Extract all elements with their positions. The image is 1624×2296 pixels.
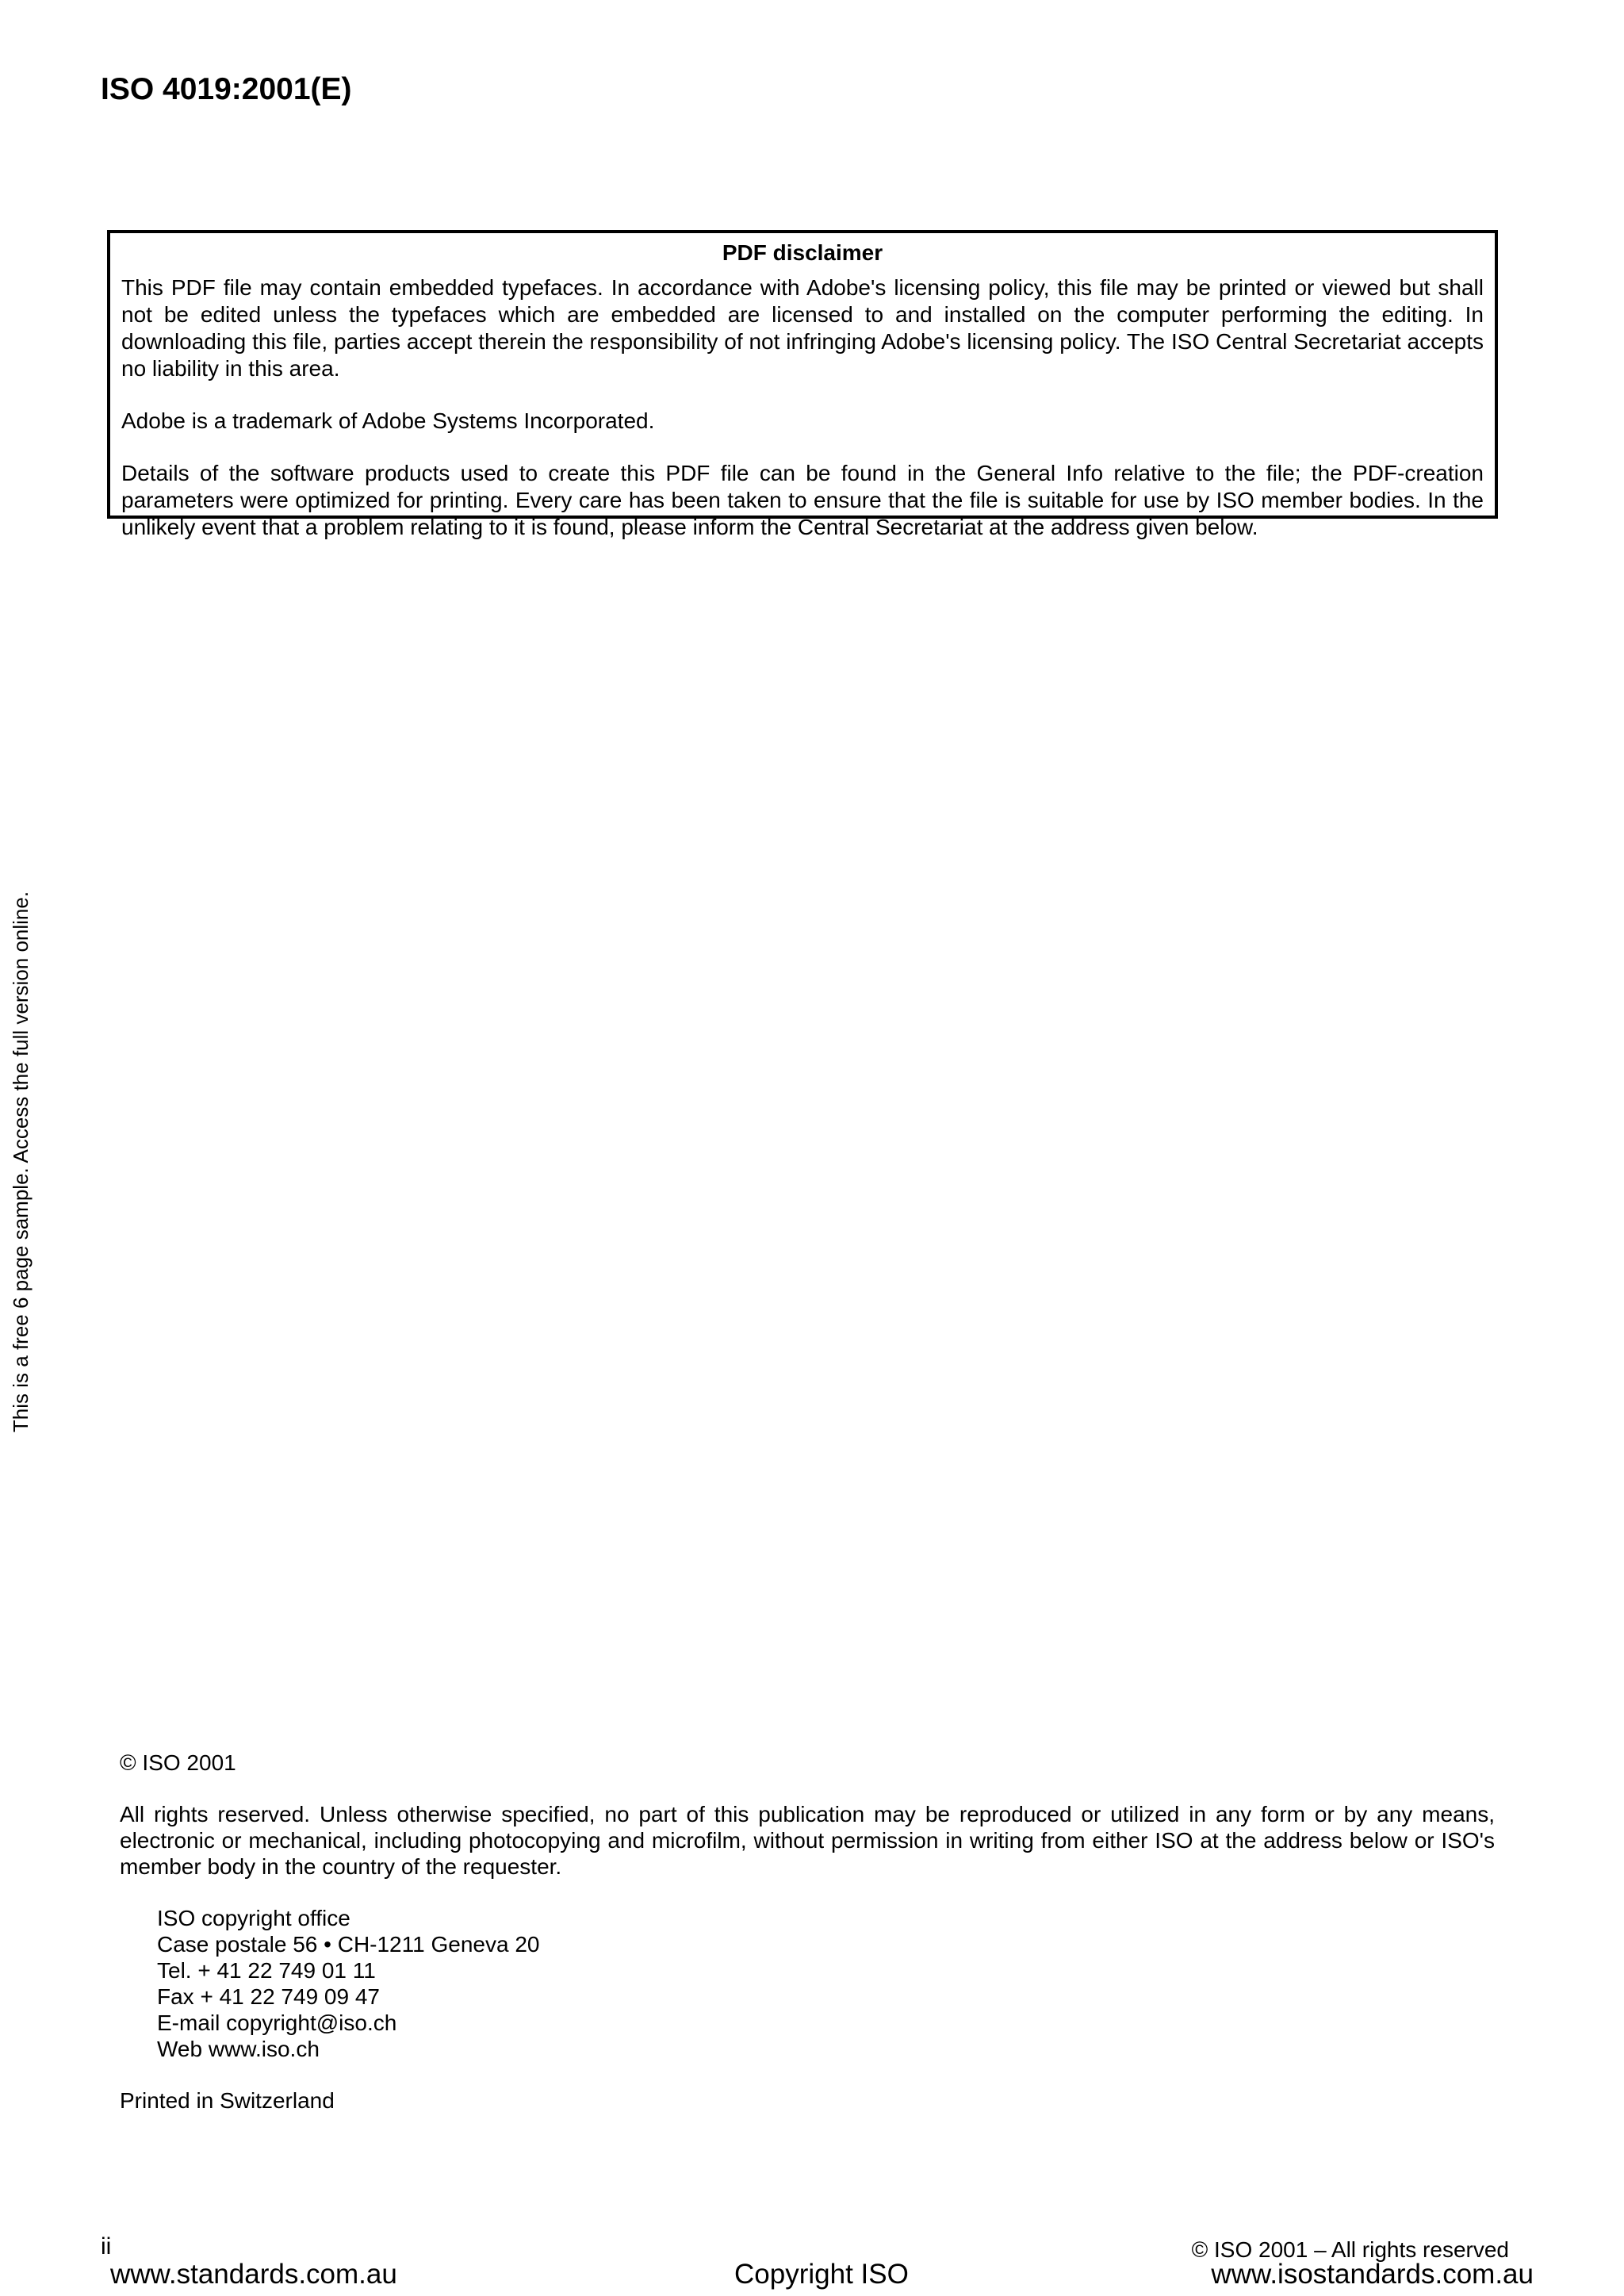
rights-statement: All rights reserved. Unless otherwise specified, no part of this publication may be reproduced or utilized in any form or by any means, electronic or mechanical, including photocopying and microfilm, without permission in writing from either ISO at the address below or ISO's member body in the country of the requester. [120,1802,1495,1879]
address-web: Web www.iso.ch [157,2037,320,2061]
footer-rights: © ISO 2001 – All rights reserved [1191,2237,1509,2262]
sample-side-note: This is a free 6 page sample. Access the full version online. [9,891,33,1433]
copyright-section [120,1750,1495,2114]
copyright-iso-label: Copyright ISO [734,2259,909,2290]
document-id: ISO 4019:2001(E) [101,72,352,106]
copyright-office-address [157,1905,1495,2062]
disclaimer-paragraph-trademark: Adobe is a trademark of Adobe Systems Incorporated. [121,408,655,433]
isostandards-link[interactable]: www.isostandards.com.au [1211,2259,1534,2290]
copyright-line: © ISO 2001 [120,1750,236,1775]
address-postal: Case postale 56 • CH-1211 Geneva 20 [157,1932,540,1957]
disclaimer-paragraph-typefaces: This PDF file may contain embedded typefaces. In accordance with Adobe's licensing policy, this file may be printed or viewed but shall not be edited unless the typefaces which are embedded are licensed to and installed on the computer performing the editing. In downloading this file, parties accept therein the responsibility of not infringing Adobe's licensing policy. The ISO Central Secretariat accepts no liability in this area. [121,275,1484,381]
page-number: ii [101,2233,112,2260]
address-email: E-mail copyright@iso.ch [157,2010,397,2035]
printed-in: Printed in Switzerland [120,2088,335,2113]
disclaimer-title: PDF disclaimer [722,240,883,265]
address-tel: Tel. + 41 22 749 01 11 [157,1958,376,1983]
disclaimer-paragraph-details: Details of the software products used to create this PDF file can be found in the General Info relative to the file; the PDF-creation parameters were optimized for printing. Every care has been taken to ensure that the file is suitable for use by ISO member bodies. In the unlikely event that a problem relating to it is found, please inform the Central Secretariat at the address given below. [121,461,1484,539]
standards-link[interactable]: www.standards.com.au [110,2259,397,2290]
address-office: ISO copyright office [157,1906,350,1930]
address-fax: Fax + 41 22 749 09 47 [157,1984,380,2009]
pdf-disclaimer-box [107,230,1498,539]
